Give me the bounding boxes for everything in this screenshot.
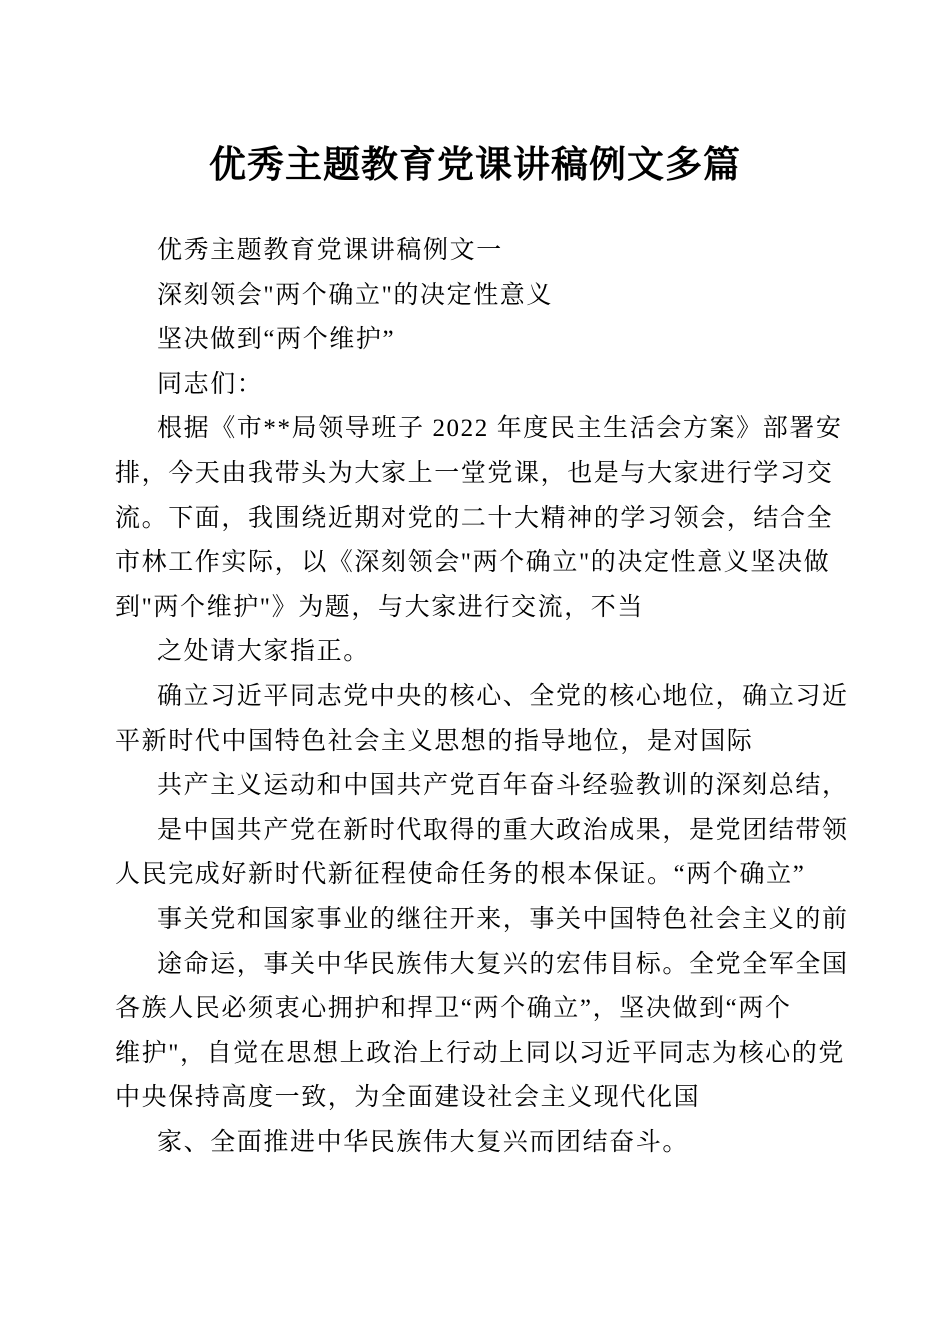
text-line: 平新时代中国特色社会主义思想的指导地位，是对国际 (115, 727, 754, 755)
text-line: 之处请大家指正。 (157, 638, 370, 666)
text-line: 深刻领会"两个确立"的决定性意义 (157, 281, 554, 309)
text-line: 排，今天由我带头为大家上一堂党课，也是与大家进行学习交 (115, 459, 834, 487)
text-line: 中央保持高度一致，为全面建设社会主义现代化国 (115, 1084, 701, 1112)
page-title: 优秀主题教育党课讲稿例文多篇 (209, 145, 741, 186)
document-body (115, 229, 875, 1165)
text-line: 市林工作实际，以《深刻领会"两个确立"的决定性意义坚决做 (115, 549, 831, 577)
text-line: 优秀主题教育党课讲稿例文一 (157, 237, 503, 264)
text-line: 同志们： (157, 370, 264, 398)
text-line: 人民完成好新时代新征程使命任务的根本保证。“两个确立” (115, 861, 806, 889)
text-line: 各族人民必须衷心拥护和捍卫“两个确立”，坚决做到“两个 (115, 995, 792, 1023)
text-line: 根据《市**局领导班子 2022 年度民主生活会方案》部署安 (157, 415, 843, 443)
text-line: 是中国共产党在新时代取得的重大政治成果，是党团结带领 (157, 816, 849, 844)
text-line: 维护"，自觉在思想上政治上行动上同以习近平同志为核心的党 (115, 1039, 846, 1067)
text-line: 流。下面，我围绕近期对党的二十大精神的学习领会，结合全 (115, 504, 834, 532)
text-line: 到"两个维护"》为题，与大家进行交流，不当 (115, 593, 645, 621)
text-line: 事关党和国家事业的继往开来，事关中国特色社会主义的前 (157, 905, 849, 933)
text-line: 途命运，事关中华民族伟大复兴的宏伟目标。全党全军全国 (157, 950, 849, 978)
text-line: 确立习近平同志党中央的核心、全党的核心地位，确立习近 (157, 682, 849, 710)
text-line: 坚决做到“两个维护” (157, 326, 396, 354)
text-line: 共产主义运动和中国共产党百年奋斗经验教训的深刻总结， (157, 772, 849, 800)
text-line: 家、全面推进中华民族伟大复兴而团结奋斗。 (157, 1128, 690, 1156)
